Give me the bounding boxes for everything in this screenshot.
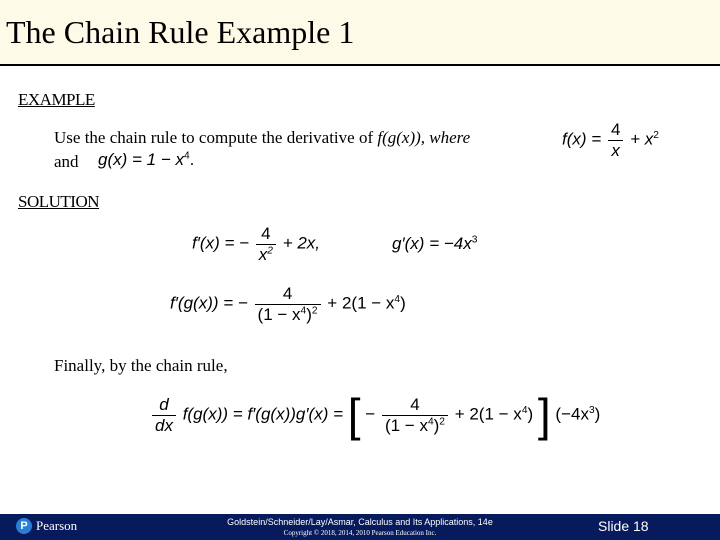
slide-title: The Chain Rule Example 1 xyxy=(6,14,355,50)
final-minus: − xyxy=(365,404,376,424)
g-definition xyxy=(98,150,194,170)
fprime-lhs: f′(x) = − xyxy=(192,233,250,253)
fprime-denominator: $x^2$ xyxy=(258,244,273,264)
fpg-fraction xyxy=(255,284,321,324)
final-numerator: 4 xyxy=(382,395,448,416)
right-bracket: ] xyxy=(537,389,551,441)
f-def-lhs: f(x) = xyxy=(562,129,602,149)
footer-citation xyxy=(200,517,520,539)
footer-bar xyxy=(0,514,720,540)
slide-number: Slide 18 xyxy=(598,518,649,534)
f-def-denominator: x xyxy=(611,140,620,160)
copyright-text: Copyright © 2018, 2014, 2010 Pearson Education Inc. xyxy=(283,529,437,537)
g-def-exponent: 4 xyxy=(183,150,190,162)
g-def-lhs: g(x) = 1 − x xyxy=(98,150,184,169)
f-def-fraction xyxy=(608,120,623,160)
final-denominator: $(1 - x^4)^2$ xyxy=(384,415,445,435)
fpg-lhs: f′(g(x)) = − xyxy=(170,293,248,313)
left-bracket: [ xyxy=(347,389,361,441)
final-tail: (−4x xyxy=(555,404,589,424)
fprime-equation xyxy=(192,224,320,264)
d-dx-fraction xyxy=(152,395,176,435)
f-def-numerator: 4 xyxy=(608,120,623,141)
final-equation xyxy=(150,388,600,442)
fpg-numerator: 4 xyxy=(255,284,321,305)
fprime-fraction xyxy=(256,224,276,264)
gprime-expr: g′(x) = −4x xyxy=(392,234,472,253)
problem-line-2 xyxy=(54,152,79,172)
title-bar xyxy=(0,0,720,66)
f-definition xyxy=(562,120,659,160)
d-numerator: d xyxy=(152,395,176,416)
problem-line-1 xyxy=(54,128,470,148)
fprime-numerator: 4 xyxy=(256,224,276,245)
problem-text: Use the chain rule to compute the derivative of xyxy=(54,128,374,147)
fprime-rest: + 2x, xyxy=(282,233,321,253)
final-fraction xyxy=(382,395,448,435)
f-def-exponent: 2 xyxy=(653,129,659,141)
fpg-equation xyxy=(170,284,406,324)
final-lhs: f(g(x)) = f′(g(x))g′(x) = xyxy=(182,404,344,424)
pearson-logo-text: Pearson xyxy=(36,518,78,533)
example-heading: EXAMPLE xyxy=(18,90,95,109)
dx-denominator: dx xyxy=(155,415,173,435)
solution-heading: SOLUTION xyxy=(18,192,99,211)
fpg-rest: + 2(1 − x xyxy=(327,293,395,313)
final-rest-exponent: 4 xyxy=(521,404,528,416)
final-tail-exponent: 3 xyxy=(588,404,595,416)
finally-text: Finally, by the chain rule, xyxy=(54,356,228,375)
fpg-rest-close: ) xyxy=(400,293,406,313)
gprime-exponent: 3 xyxy=(471,234,478,246)
f-def-rest: + x xyxy=(630,129,654,149)
final-tail-close: ) xyxy=(594,404,601,424)
citation-text: Goldstein/Schneider/Lay/Asmar, Calculus and Its Applications, 14e xyxy=(227,517,493,527)
fpg-rest-exponent: 4 xyxy=(394,293,401,305)
and-text: and xyxy=(54,152,79,171)
pearson-logo-icon: P xyxy=(16,518,32,534)
gprime-equation xyxy=(392,234,477,254)
pearson-logo xyxy=(16,518,77,534)
fpg-denominator: $(1 - x^4)^2$ xyxy=(257,304,318,324)
problem-expression: f(g(x)), where xyxy=(377,128,471,147)
final-rest-close: ) xyxy=(527,404,534,424)
g-def-end: . xyxy=(189,150,195,169)
final-rest: + 2(1 − x xyxy=(454,404,522,424)
